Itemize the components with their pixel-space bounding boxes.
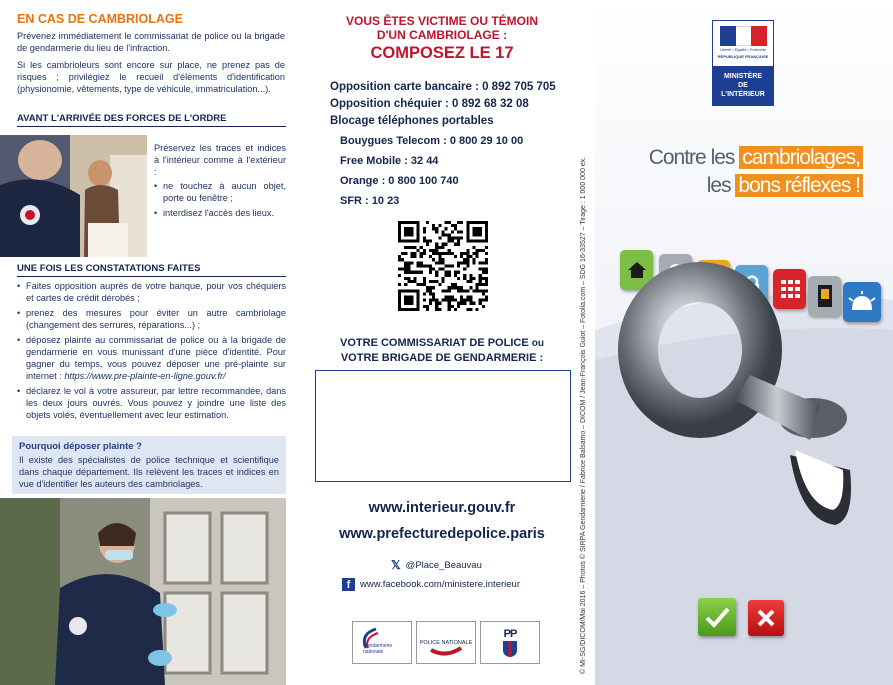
before-item: • interdisez l'accès des lieux. — [154, 207, 286, 219]
phone-operator: Free Mobile : 32 44 — [340, 155, 439, 167]
logo-gendarmerie — [352, 621, 412, 664]
headline-highlight-2: bons réflexes ! — [735, 174, 863, 197]
left-panel — [0, 0, 297, 685]
why-title: Pourquoi déposer plainte ? — [19, 441, 142, 452]
republic-label: RÉPUBLIQUE FRANÇAISE — [717, 54, 769, 59]
facebook-url: www.facebook.com/ministere.interieur — [360, 579, 520, 590]
ministry-line-1: MINISTÈRE — [723, 73, 763, 80]
logo-prefecture-police — [480, 621, 540, 664]
twitter-row[interactable] — [391, 558, 482, 572]
motto: Liberté • Égalité • Fraternité — [719, 48, 767, 52]
facebook-row[interactable] — [342, 578, 520, 591]
station-heading — [297, 336, 587, 365]
opposition-check: Opposition chéquier : 0 892 68 32 08 — [330, 98, 529, 110]
station-line-1: VOTRE COMMISSARIAT DE POLICE — [340, 337, 529, 349]
twitter-handle: @Place_Beauvau — [405, 559, 482, 571]
qr-code[interactable] — [398, 220, 488, 312]
ministry-line-3: L'INTÉRIEUR — [721, 91, 765, 98]
site-interieur-link[interactable]: www.interieur.gouv.fr — [368, 500, 516, 516]
station-address-box[interactable] — [315, 370, 571, 482]
why-text: Il existe des spécialistes de police technique et scientifique dans chaque département. Ils relèvent les traces et indices en vue d'identifier les auteurs des cambriolages. — [19, 455, 279, 489]
ministry-line-2: DE — [738, 82, 748, 89]
credits-vertical: © MI-SG/DICOM/Mai 2016 – Photos © SIRPA Gendarmerie / Fabrice Balsamo – DICOM / Jean-François Guiot – Fotolia.com – SDG 16-33527 – Tirage : 1 000 000 ex. — [580, 156, 587, 674]
headline-part-c: les — [706, 174, 731, 197]
headline-part-a: Contre les — [648, 146, 735, 169]
right-panel — [595, 0, 893, 685]
middle-panel — [297, 0, 595, 685]
blocking-title: Blocage téléphones portables — [330, 115, 494, 127]
site-prefecture-link[interactable]: www.prefecturedepolice.paris — [339, 526, 545, 542]
section-title-burglary: EN CAS DE CAMBRIOLAGE — [17, 12, 183, 26]
headline-highlight-1: cambriolages, — [739, 146, 863, 169]
twitter-icon: 𝕏 — [391, 558, 401, 572]
call-17-heading: COMPOSEZ LE 17 — [370, 44, 514, 62]
after-item-text: déposez plainte au commissariat de police ou à la brigade de gendarmerie en vous munissant d'une pièce d'identité. Pour gagner du temps, vous pouvez déposer une pré-plainte sur internet : — [26, 335, 286, 381]
intro-paragraph-2: Si les cambrioleurs sont encore sur place, ne prenez pas de risques ; privilégiez le recueil d'éléments d'identification (physionomie, vêtements, type de véhicule, immatriculation...). — [17, 60, 285, 94]
victim-heading — [297, 14, 587, 42]
check-icon — [698, 598, 736, 636]
why-file-complaint-box — [12, 436, 286, 494]
opposition-card: Opposition carte bancaire : 0 892 705 705 — [330, 81, 556, 93]
victim-line-1: VOUS ÊTES VICTIME OU TÉMOIN — [345, 14, 539, 28]
phone-operator: Orange : 0 800 100 740 — [340, 175, 459, 187]
logo-police-text: POLICE NATIONALE — [419, 639, 473, 646]
after-item: • prenez des mesures pour éviter un autre cambriolage (changement des serrures, réparations...) ; — [17, 307, 286, 331]
photo-forensic-technician — [0, 498, 286, 685]
logo-gendarmerie-text: Gendarmerie nationale — [363, 643, 393, 655]
station-line-2: VOTRE BRIGADE DE GENDARMERIE : — [340, 352, 544, 364]
before-arrival-text: Préservez les traces et indices à l'intérieur comme à l'extérieur : — [154, 143, 286, 177]
victim-line-2: D'UN CAMBRIOLAGE : — [376, 28, 508, 42]
after-item — [17, 334, 286, 382]
cross-icon — [748, 600, 784, 636]
preplainte-link[interactable]: https://www.pre-plainte-en-ligne.gouv.fr/ — [64, 371, 226, 381]
after-item: • déclarez le vol à votre assureur, par lettre recommandée, dans les deux jours ouvrés. Vous pouvez y joindre une liste des objets volés, éventuellement avec leur estimation. — [17, 385, 286, 421]
intro-paragraph-1: Prévenez immédiatement le commissariat de police ou la brigade de gendarmerie du lieu de l'infraction. — [17, 31, 285, 53]
logo-pp-text: PP — [503, 627, 517, 640]
phone-operator: SFR : 10 23 — [340, 195, 400, 207]
key-in-lock-image — [595, 0, 893, 685]
station-or: ou — [531, 338, 544, 349]
photo-gendarme-interview — [0, 135, 147, 257]
section-title-after-findings: UNE FOIS LES CONSTATATIONS FAITES — [17, 263, 286, 277]
phone-operator: Bouygues Telecom : 0 800 29 10 00 — [340, 135, 524, 147]
section-title-before-arrival: AVANT L'ARRIVÉE DES FORCES DE L'ORDRE — [17, 113, 286, 127]
before-item: • ne touchez à aucun objet, porte ou fenêtre ; — [154, 180, 286, 204]
logo-police — [416, 621, 476, 664]
facebook-icon: f — [342, 578, 355, 591]
after-item: • Faites opposition auprès de votre banque, pour vos chéquiers et cartes de crédit dérobés ; — [17, 280, 286, 304]
